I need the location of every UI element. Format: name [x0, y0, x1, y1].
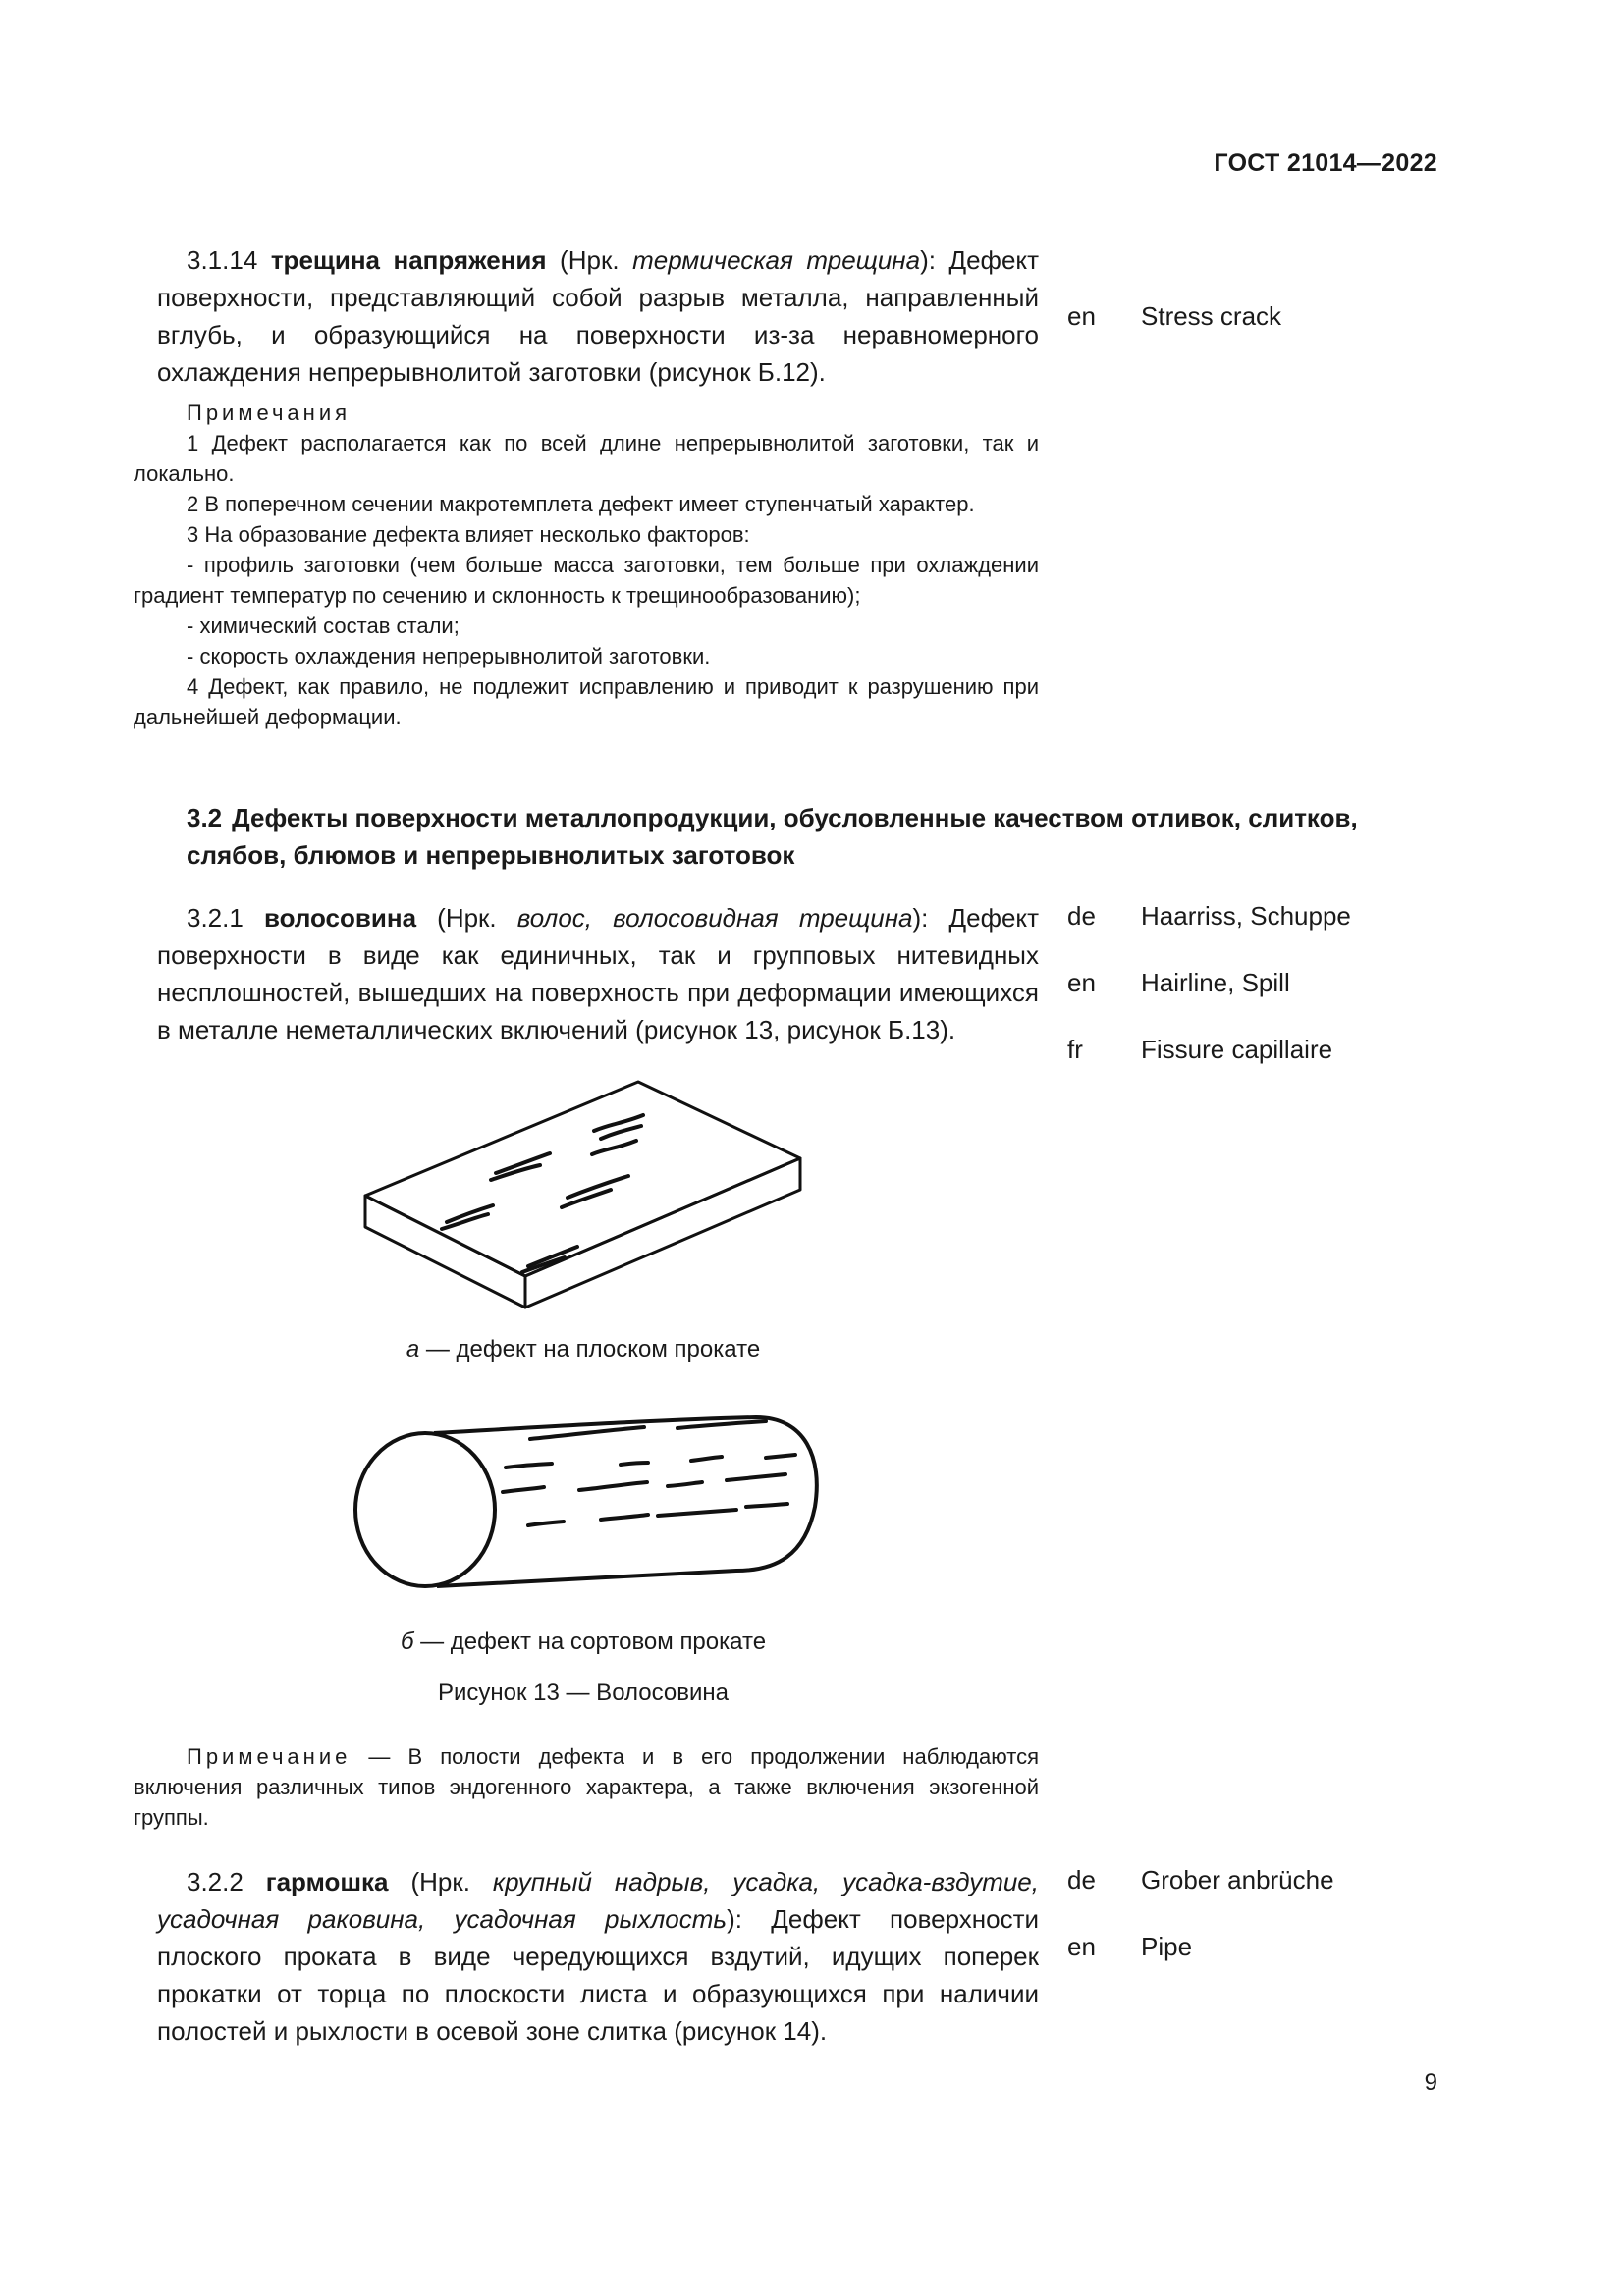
lang-term: Fissure capillaire: [1141, 1035, 1333, 1064]
lang-code: en: [1067, 301, 1096, 331]
term-3-2-1: [157, 899, 1039, 1048]
term-3-2-2: [157, 1863, 1039, 2050]
note-figure-13: [134, 1741, 1039, 1833]
translation-row: [1067, 968, 1290, 998]
note-3a: - профиль заготовки (чем больше масса заготовки, тем больше при охлаждении градиент температур по сечению и склонность к трещинообразованию);: [134, 553, 1039, 608]
note-3b: - химический состав стали;: [187, 614, 460, 638]
page-number: 9: [1424, 2069, 1437, 2096]
note-3c: - скорость охлаждения непрерывнолитой заготовки.: [187, 644, 711, 668]
alias-prefix: (Нрк.: [546, 245, 633, 275]
translation-row: [1067, 301, 1281, 332]
term-number: 3.2.1: [187, 903, 244, 933]
caption-letter: б: [400, 1629, 414, 1655]
term-3-1-14: [157, 241, 1039, 391]
caption-text: — дефект на сортовом прокате: [413, 1629, 767, 1655]
term-definition: ): Дефект поверхности, представляющий собой разрыв металла, направленный вглубь, и образующийся на поверхности из-за неравномерного охлаждения непрерывнолитой заготовки (рисунок Б.12).: [157, 245, 1039, 387]
lang-term: Haarriss, Schuppe: [1141, 901, 1351, 931]
lang-code: de: [1067, 1865, 1096, 1895]
term-alias: волос, волосовидная трещина: [516, 903, 913, 933]
term-name: волосовина: [263, 903, 417, 933]
lang-code: fr: [1067, 1035, 1083, 1064]
lang-code: en: [1067, 1932, 1096, 1961]
notes-title: Примечания: [187, 400, 352, 425]
figure-13a-flat-plate-drawing: [353, 1080, 815, 1310]
lang-term: Stress crack: [1141, 301, 1282, 331]
lang-term: Pipe: [1141, 1932, 1193, 1961]
alias-prefix: (Нрк.: [388, 1867, 493, 1896]
note-3: 3 На образование дефекта влияет несколько факторов:: [187, 522, 750, 547]
lang-term: Hairline, Spill: [1141, 968, 1290, 997]
note-2: 2 В поперечном сечении макротемплета дефект имеет ступенчатый характер.: [187, 492, 975, 516]
note-4: 4 Дефект, как правило, не подлежит исправлению и приводит к разрушению при дальнейшей деформации.: [134, 674, 1039, 729]
note-paragraph: [134, 1741, 1039, 1833]
section-number: 3.2: [187, 803, 223, 832]
lang-code: en: [1067, 968, 1096, 997]
term-definition: ): Дефект поверхности плоского проката в виде чередующихся вздутий, идущих поперек прокатки от торца по плоскости листа и образующихся при наличии полостей и рыхлости в осевой зоне слитка (рисунок 14).: [157, 1904, 1039, 2046]
figure-13a-caption: [240, 1336, 927, 1363]
figure-13b-caption: [240, 1629, 927, 1656]
translation-row: [1067, 901, 1351, 932]
figure-13b-round-bar-drawing: [344, 1414, 825, 1610]
figure-13-title: Рисунок 13 — Волосовина: [437, 1680, 730, 1706]
term-definition: ): Дефект поверхности в виде как единичных, так и групповых нитевидных несплошностей, вышедших на поверхность при деформации имеющихся в металле неметаллических включений (рисунок 13, рисунок Б.13).: [157, 903, 1039, 1044]
document-id-header: ГОСТ 21014—2022: [1214, 149, 1437, 177]
caption-letter: а: [406, 1336, 420, 1362]
note-1: 1 Дефект располагается как по всей длине непрерывнолитой заготовки, так и локально.: [134, 431, 1039, 486]
alias-prefix: (Нрк.: [416, 903, 517, 933]
translation-row: [1067, 1932, 1192, 1962]
term-name: трещина напряжения: [270, 245, 547, 275]
term-alias: термическая трещина: [632, 245, 921, 275]
translation-row: [1067, 1035, 1332, 1065]
term-name: гармошка: [265, 1867, 389, 1896]
term-number: 3.1.14: [187, 245, 258, 275]
lang-term: Grober anbrüche: [1141, 1865, 1334, 1895]
section-title: Дефекты поверхности металлопродукции, обусловленные качеством отливок, слитков, слябов, блюмов и непрерывнолитых заготовок: [187, 803, 1358, 870]
notes-3-1-14: [134, 398, 1039, 732]
note-label: Примечание: [187, 1744, 352, 1769]
note-text: — В полости дефекта и в его продолжении наблюдаются включения различных типов эндогенного характера, а также включения экзогенной группы.: [134, 1744, 1039, 1830]
caption-text: — дефект на плоском прокате: [419, 1336, 761, 1362]
translation-row: [1067, 1865, 1334, 1896]
term-alias: крупный надрыв, усадка, усадка-вздутие, усадочная раковина, усадочная рыхлость: [157, 1867, 1039, 1934]
section-3-2-heading: [187, 799, 1453, 874]
term-number: 3.2.2: [187, 1867, 244, 1896]
lang-code: de: [1067, 901, 1096, 931]
